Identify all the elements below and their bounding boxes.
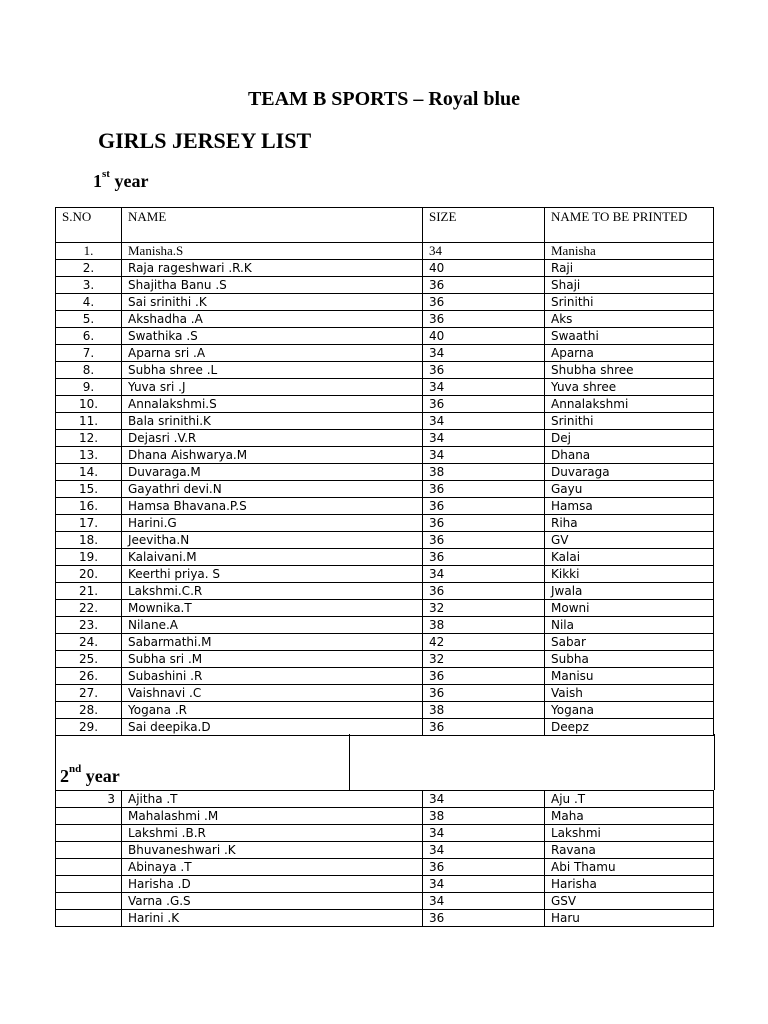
cell-name: Duvaraga.M: [122, 464, 423, 481]
second-year-ordinal: 2: [60, 766, 69, 786]
document-title: TEAM B SPORTS – Royal blue: [247, 88, 521, 110]
cell-size: 34: [423, 413, 545, 430]
cell-name: Harisha .D: [122, 876, 423, 893]
cell-size: 36: [423, 294, 545, 311]
cell-sno: [56, 808, 122, 825]
cell-sno: [56, 859, 122, 876]
second-year-table: [55, 790, 714, 927]
cell-name: Lakshmi .B.R: [122, 825, 423, 842]
table-row: [56, 515, 714, 532]
cell-size: 36: [423, 910, 545, 927]
second-year-word: year: [85, 766, 120, 786]
table-header-row: [56, 208, 714, 243]
first-year-suffix: st: [102, 168, 110, 180]
cell-size: 32: [423, 651, 545, 668]
cell-print-name: Kalai: [545, 549, 714, 566]
cell-size: 36: [423, 515, 545, 532]
cell-name: Bala srinithi.K: [122, 413, 423, 430]
cell-print-name: Jwala: [545, 583, 714, 600]
cell-sno: 20.: [56, 566, 122, 583]
table-row: [56, 260, 714, 277]
cell-print-name: Aparna: [545, 345, 714, 362]
cell-sno: 19.: [56, 549, 122, 566]
table-row: [56, 876, 714, 893]
cell-sno: 5.: [56, 311, 122, 328]
cell-sno: 3: [56, 791, 122, 808]
table-row: [56, 600, 714, 617]
cell-name: Raja rageshwari .R.K: [122, 260, 423, 277]
cell-name: Hamsa Bhavana.P.S: [122, 498, 423, 515]
cell-name: Mahalashmi .M: [122, 808, 423, 825]
cell-name: Sai deepika.D: [122, 719, 423, 736]
cell-print-name: Deepz: [545, 719, 714, 736]
cell-size: 38: [423, 702, 545, 719]
cell-print-name: Manisu: [545, 668, 714, 685]
table-row: [56, 328, 714, 345]
table-row: [56, 842, 714, 859]
cell-size: 36: [423, 583, 545, 600]
cell-size: 36: [423, 719, 545, 736]
first-year-word: year: [114, 171, 149, 191]
cell-size: 42: [423, 634, 545, 651]
cell-sno: 10.: [56, 396, 122, 413]
table-row: [56, 634, 714, 651]
cell-sno: 7.: [56, 345, 122, 362]
first-year-heading: [93, 168, 149, 192]
cell-sno: 16.: [56, 498, 122, 515]
cell-print-name: Raji: [545, 260, 714, 277]
cell-size: 34: [423, 825, 545, 842]
cell-print-name: Riha: [545, 515, 714, 532]
cell-size: 34: [423, 876, 545, 893]
cell-sno: 12.: [56, 430, 122, 447]
cell-print-name: Nila: [545, 617, 714, 634]
cell-size: 36: [423, 532, 545, 549]
cell-sno: [56, 876, 122, 893]
cell-name: Lakshmi.C.R: [122, 583, 423, 600]
cell-name: Swathika .S: [122, 328, 423, 345]
cell-sno: 13.: [56, 447, 122, 464]
cell-name: Nilane.A: [122, 617, 423, 634]
cell-print-name: Srinithi: [545, 413, 714, 430]
table-row: [56, 396, 714, 413]
cell-print-name: Hamsa: [545, 498, 714, 515]
cell-print-name: GV: [545, 532, 714, 549]
cell-size: 36: [423, 481, 545, 498]
cell-name: Keerthi priya. S: [122, 566, 423, 583]
cell-size: 34: [423, 430, 545, 447]
table-row: [56, 447, 714, 464]
cell-size: 36: [423, 311, 545, 328]
cell-size: 36: [423, 668, 545, 685]
table-row: [56, 532, 714, 549]
cell-size: 36: [423, 549, 545, 566]
cell-name: Dejasri .V.R: [122, 430, 423, 447]
first-year-ordinal: 1: [93, 171, 102, 191]
cell-print-name: Subha: [545, 651, 714, 668]
cell-name: Harini .K: [122, 910, 423, 927]
cell-name: Sai srinithi .K: [122, 294, 423, 311]
cell-size: 34: [423, 345, 545, 362]
table-row: [56, 617, 714, 634]
table-row: [56, 910, 714, 927]
cell-sno: 26.: [56, 668, 122, 685]
cell-size: 34: [423, 791, 545, 808]
cell-size: 34: [423, 566, 545, 583]
table-row: [56, 859, 714, 876]
section-gap-divider: [349, 734, 350, 790]
table-row: [56, 413, 714, 430]
table-row: [56, 651, 714, 668]
table-row: [56, 277, 714, 294]
cell-name: Sabarmathi.M: [122, 634, 423, 651]
cell-print-name: Sabar: [545, 634, 714, 651]
header-name: NAME: [122, 208, 423, 243]
cell-size: 34: [423, 447, 545, 464]
cell-print-name: GSV: [545, 893, 714, 910]
table-row: [56, 549, 714, 566]
cell-sno: 29.: [56, 719, 122, 736]
cell-name: Shajitha Banu .S: [122, 277, 423, 294]
cell-sno: 9.: [56, 379, 122, 396]
cell-size: 34: [423, 379, 545, 396]
cell-print-name: Shaji: [545, 277, 714, 294]
cell-sno: 8.: [56, 362, 122, 379]
cell-sno: 28.: [56, 702, 122, 719]
table-row: [56, 702, 714, 719]
cell-size: 36: [423, 362, 545, 379]
cell-size: 34: [423, 893, 545, 910]
table-row: [56, 345, 714, 362]
cell-print-name: Gayu: [545, 481, 714, 498]
header-sno: S.NO: [56, 208, 122, 243]
cell-name: Ajitha .T: [122, 791, 423, 808]
cell-sno: 4.: [56, 294, 122, 311]
cell-print-name: Swaathi: [545, 328, 714, 345]
table-row: [56, 668, 714, 685]
cell-sno: [56, 842, 122, 859]
cell-name: Yuva sri .J: [122, 379, 423, 396]
table-row: [56, 791, 714, 808]
cell-print-name: Mowni: [545, 600, 714, 617]
cell-name: Abinaya .T: [122, 859, 423, 876]
cell-name: Dhana Aishwarya.M: [122, 447, 423, 464]
cell-size: 40: [423, 328, 545, 345]
cell-size: 36: [423, 859, 545, 876]
cell-name: Subha shree .L: [122, 362, 423, 379]
cell-print-name: Aju .T: [545, 791, 714, 808]
cell-print-name: Aks: [545, 311, 714, 328]
cell-name: Bhuvaneshwari .K: [122, 842, 423, 859]
cell-sno: 23.: [56, 617, 122, 634]
table-row: [56, 379, 714, 396]
header-print-name: NAME TO BE PRINTED: [545, 208, 714, 243]
cell-size: 38: [423, 808, 545, 825]
section-gap-box: [55, 734, 715, 790]
cell-sno: 2.: [56, 260, 122, 277]
cell-name: Varna .G.S: [122, 893, 423, 910]
table-row: [56, 498, 714, 515]
cell-sno: [56, 910, 122, 927]
table-row: [56, 893, 714, 910]
cell-sno: 24.: [56, 634, 122, 651]
cell-size: 34: [423, 842, 545, 859]
cell-sno: 17.: [56, 515, 122, 532]
cell-sno: 27.: [56, 685, 122, 702]
document-subtitle: GIRLS JERSEY LIST: [98, 128, 312, 153]
cell-sno: 14.: [56, 464, 122, 481]
cell-size: 36: [423, 396, 545, 413]
cell-print-name: Manisha: [545, 243, 714, 260]
cell-name: Gayathri devi.N: [122, 481, 423, 498]
cell-name: Subha sri .M: [122, 651, 423, 668]
cell-print-name: Ravana: [545, 842, 714, 859]
cell-size: 36: [423, 685, 545, 702]
cell-print-name: Harisha: [545, 876, 714, 893]
cell-sno: 15.: [56, 481, 122, 498]
cell-print-name: Yogana: [545, 702, 714, 719]
cell-size: 38: [423, 464, 545, 481]
cell-sno: 6.: [56, 328, 122, 345]
cell-print-name: Maha: [545, 808, 714, 825]
cell-print-name: Annalakshmi: [545, 396, 714, 413]
cell-size: 38: [423, 617, 545, 634]
cell-print-name: Vaish: [545, 685, 714, 702]
cell-name: Subashini .R: [122, 668, 423, 685]
cell-size: 40: [423, 260, 545, 277]
cell-name: Vaishnavi .C: [122, 685, 423, 702]
cell-size: 36: [423, 277, 545, 294]
cell-name: Manisha.S: [122, 243, 423, 260]
cell-print-name: Lakshmi: [545, 825, 714, 842]
table-row: [56, 294, 714, 311]
table-row: [56, 362, 714, 379]
table-row: [56, 243, 714, 260]
cell-print-name: Shubha shree: [545, 362, 714, 379]
cell-sno: 11.: [56, 413, 122, 430]
cell-sno: 1.: [56, 243, 122, 260]
cell-sno: [56, 893, 122, 910]
table-row: [56, 583, 714, 600]
cell-sno: 3.: [56, 277, 122, 294]
cell-print-name: Dej: [545, 430, 714, 447]
cell-print-name: Haru: [545, 910, 714, 927]
cell-print-name: Duvaraga: [545, 464, 714, 481]
cell-name: Jeevitha.N: [122, 532, 423, 549]
cell-sno: 25.: [56, 651, 122, 668]
cell-print-name: Dhana: [545, 447, 714, 464]
table-row: [56, 808, 714, 825]
cell-name: Mownika.T: [122, 600, 423, 617]
cell-sno: 22.: [56, 600, 122, 617]
cell-name: Annalakshmi.S: [122, 396, 423, 413]
cell-sno: 21.: [56, 583, 122, 600]
cell-sno: 18.: [56, 532, 122, 549]
table-row: [56, 825, 714, 842]
table-row: [56, 685, 714, 702]
cell-print-name: Yuva shree: [545, 379, 714, 396]
cell-name: Kalaivani.M: [122, 549, 423, 566]
cell-sno: [56, 825, 122, 842]
cell-name: Aparna sri .A: [122, 345, 423, 362]
cell-print-name: Abi Thamu: [545, 859, 714, 876]
second-year-suffix: nd: [69, 763, 82, 775]
cell-size: 34: [423, 243, 545, 260]
header-size: SIZE: [423, 208, 545, 243]
cell-print-name: Srinithi: [545, 294, 714, 311]
cell-size: 32: [423, 600, 545, 617]
table-row: [56, 430, 714, 447]
cell-name: Yogana .R: [122, 702, 423, 719]
first-year-table: [55, 207, 714, 736]
cell-name: Akshadha .A: [122, 311, 423, 328]
table-row: [56, 481, 714, 498]
second-year-heading: [60, 763, 120, 787]
table-row: [56, 566, 714, 583]
table-row: [56, 719, 714, 736]
cell-size: 36: [423, 498, 545, 515]
table-row: [56, 464, 714, 481]
cell-name: Harini.G: [122, 515, 423, 532]
cell-print-name: Kikki: [545, 566, 714, 583]
table-row: [56, 311, 714, 328]
